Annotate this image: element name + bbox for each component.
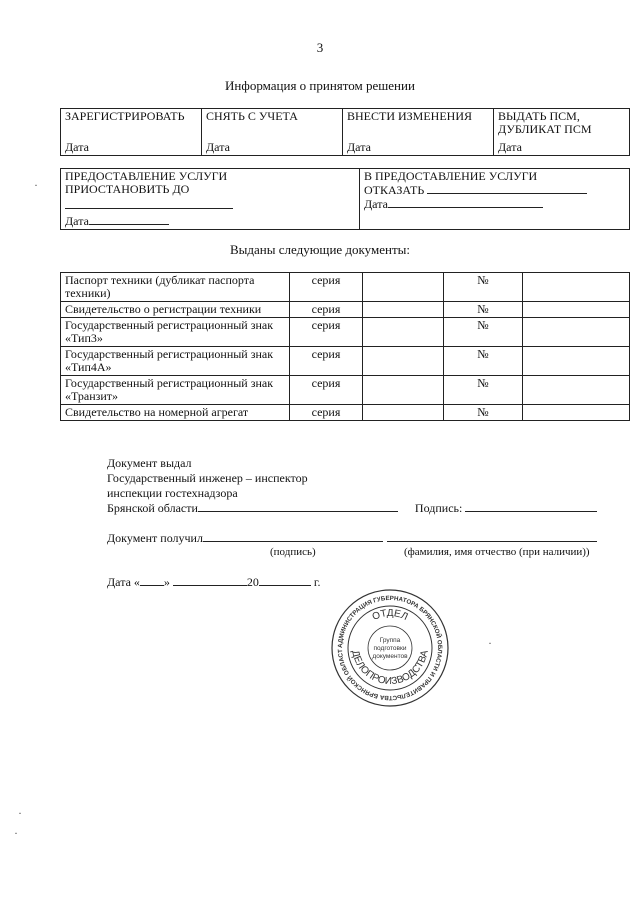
- doc-series: серия: [290, 273, 363, 302]
- issuer-line-4: [107, 501, 627, 516]
- doc-series-value: [363, 302, 444, 318]
- table-row: [61, 318, 630, 347]
- doc-name: Государственный регистрационный знак «Тип4А»: [61, 347, 290, 376]
- doc-name: Свидетельство о регистрации техники: [61, 302, 290, 318]
- decision-label: ВЫДАТЬ ПСМ, ДУБЛИКАТ ПСМ: [498, 109, 592, 136]
- documents-title: Выданы следующие документы:: [230, 242, 410, 257]
- refuse-line: [427, 183, 587, 194]
- margin-mark: ·: [34, 178, 38, 192]
- suspend-date-line: [65, 198, 233, 209]
- date-line: [107, 575, 321, 590]
- margin-mark: ·: [488, 636, 492, 650]
- doc-number: №: [444, 347, 523, 376]
- stamp-bottom-text: ДЕЛОПРОИЗВОДСТВА: [349, 649, 431, 688]
- receiver-name-hint: (фамилия, имя отчество (при наличии)): [404, 546, 590, 558]
- date-mid: »: [163, 575, 170, 589]
- doc-name: Свидетельство на номерной агрегат: [61, 405, 290, 421]
- refuse-cell: [360, 169, 630, 230]
- doc-series-value: [363, 405, 444, 421]
- table-row: [61, 347, 630, 376]
- stamp-ring-text: АДМИНИСТРАЦИЯ ГУБЕРНАТОРА БРЯНСКОЙ ОБЛАСТИ И ПРАВИТЕЛЬСТВА БРЯНСКОЙ ОБЛАСТ: [336, 594, 444, 702]
- date-label: Дата: [206, 140, 230, 154]
- suspend-refuse-table: [60, 168, 630, 230]
- doc-name: Государственный регистрационный знак «Транзит»: [61, 376, 290, 405]
- doc-series-value: [363, 347, 444, 376]
- doc-series: серия: [290, 347, 363, 376]
- issuer-line-1: Документ выдал: [107, 456, 192, 470]
- year-prefix: 20: [246, 575, 259, 589]
- issuer-line-2: Государственный инженер – инспектор: [107, 471, 308, 485]
- receiver-label: Документ получил: [107, 531, 203, 545]
- receiver-line: [107, 531, 627, 546]
- doc-number-value: [523, 376, 630, 405]
- doc-number-value: [523, 273, 630, 302]
- doc-number-value: [523, 302, 630, 318]
- table-row: [61, 273, 630, 302]
- page-number: 3: [316, 40, 324, 55]
- date-line: [89, 214, 169, 225]
- date-label: Дата: [347, 140, 371, 154]
- doc-name: Государственный регистрационный знак «Тип3»: [61, 318, 290, 347]
- margin-mark: ·: [14, 826, 18, 840]
- date-label: Дата: [498, 140, 522, 154]
- date-suffix: г.: [313, 575, 321, 589]
- suspend-cell: [61, 169, 360, 230]
- table-row: [61, 376, 630, 405]
- suspend-label: ПРЕДОСТАВЛЕНИЕ УСЛУГИ ПРИОСТАНОВИТЬ ДО: [65, 169, 228, 196]
- doc-number-value: [523, 347, 630, 376]
- doc-series: серия: [290, 405, 363, 421]
- table-row: [61, 302, 630, 318]
- receiver-name-line: [387, 531, 597, 542]
- stamp-top-text: ОТДЕЛ: [370, 607, 410, 623]
- doc-series-value: [363, 273, 444, 302]
- doc-number-value: [523, 318, 630, 347]
- date-line: [388, 197, 543, 208]
- date-label: Дата: [65, 214, 89, 228]
- stamp-center-3: документов: [372, 653, 408, 660]
- decision-label: СНЯТЬ С УЧЕТА: [206, 109, 298, 123]
- doc-number-value: [523, 405, 630, 421]
- issuer-name-line: [198, 501, 398, 512]
- doc-series-value: [363, 376, 444, 405]
- month-line: [173, 575, 247, 586]
- date-label: Дата: [65, 140, 89, 154]
- refuse-label: В ПРЕДОСТАВЛЕНИЕ УСЛУГИ: [364, 169, 538, 183]
- decision-table: [60, 108, 630, 156]
- stamp-center-1: Группа: [379, 637, 401, 644]
- receiver-signature-line: [203, 531, 383, 542]
- issuer-line-3: инспекции гостехнадзора: [107, 486, 238, 500]
- doc-series: серия: [290, 376, 363, 405]
- signature-label: Подпись:: [414, 501, 463, 515]
- doc-series: серия: [290, 318, 363, 347]
- margin-mark: ·: [18, 806, 22, 820]
- decision-label: ЗАРЕГИСТРИРОВАТЬ: [65, 109, 185, 123]
- doc-number: №: [444, 376, 523, 405]
- stamp-center-2: подготовки: [373, 645, 407, 652]
- doc-name: Паспорт техники (дубликат паспорта техники): [61, 273, 290, 302]
- date-label: Дата: [364, 197, 388, 211]
- doc-series: серия: [290, 302, 363, 318]
- official-stamp: [330, 588, 450, 708]
- svg-text:ОТДЕЛ: [371, 608, 410, 623]
- doc-number: №: [444, 273, 523, 302]
- decision-label: ВНЕСТИ ИЗМЕНЕНИЯ: [347, 109, 473, 123]
- decision-register: [61, 109, 202, 156]
- documents-table: [60, 272, 630, 421]
- table-row: [61, 405, 630, 421]
- decision-issue-psm: [494, 109, 630, 156]
- date-prefix: Дата «: [107, 575, 140, 589]
- decision-modify: [343, 109, 494, 156]
- signature-line: [465, 501, 597, 512]
- receiver-signature-hint: (подпись): [270, 546, 316, 558]
- doc-series-value: [363, 318, 444, 347]
- issuer-region: Брянской области: [107, 501, 198, 515]
- doc-number: №: [444, 405, 523, 421]
- refuse-label-2: ОТКАЗАТЬ: [364, 183, 425, 197]
- doc-number: №: [444, 318, 523, 347]
- year-line: [259, 575, 311, 586]
- decision-title: Информация о принятом решении: [225, 78, 415, 93]
- doc-number: №: [444, 302, 523, 318]
- day-line: [140, 575, 164, 586]
- decision-deregister: [202, 109, 343, 156]
